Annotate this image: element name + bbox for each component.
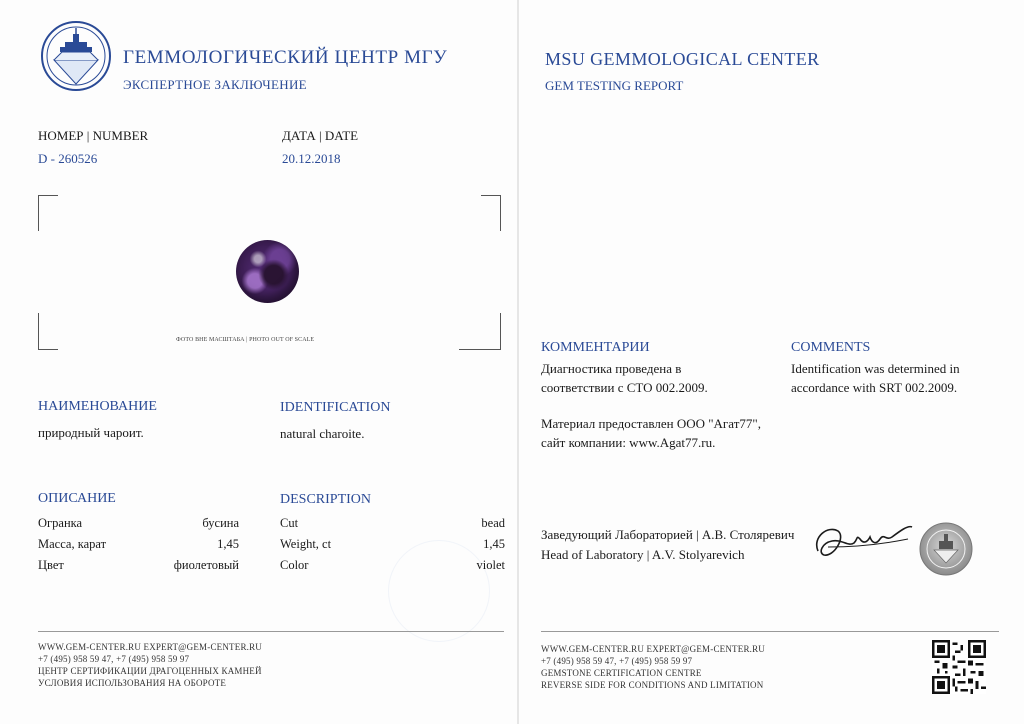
identification-en-value: natural charoite. <box>280 426 365 441</box>
date-label: ДАТА | DATE <box>282 128 359 143</box>
comments-ru-line: соответствии с СТО 002.2009. <box>541 380 708 395</box>
head-of-lab-ru: Заведующий Лабораторией | А.В. Столяревич <box>541 527 795 542</box>
comments-ru-line: Диагностика проведена в <box>541 361 682 376</box>
doc-type-ru: ЭКСПЕРТНОЕ ЗАКЛЮЧЕНИЕ <box>123 77 307 92</box>
description-ru-label: ОПИСАНИЕ <box>38 491 116 506</box>
head-of-lab-en: Head of Laboratory | A.V. Stolyarevich <box>541 547 745 562</box>
footer-line: +7 (495) 958 59 47, +7 (495) 958 59 97 <box>38 654 190 664</box>
footer-divider-left <box>38 631 504 632</box>
comments-ru-label: КОММЕНТАРИИ <box>541 340 650 355</box>
footer-line: ЦЕНТР СЕРТИФИКАЦИИ ДРАГОЦЕННЫХ КАМНЕЙ <box>38 666 262 676</box>
qr-code-icon <box>932 640 986 694</box>
material-ru-line: сайт компании: www.Agat77.ru. <box>541 435 716 450</box>
desc-ru-row-value: бусина <box>202 516 239 530</box>
desc-en-row-value: bead <box>481 516 505 530</box>
desc-en-row-value: violet <box>476 558 505 572</box>
footer-line: WWW.GEM-CENTER.RU EXPERT@GEM-CENTER.RU <box>541 644 765 654</box>
desc-en-row-label: Color <box>280 558 309 572</box>
identification-en-label: IDENTIFICATION <box>280 400 391 415</box>
desc-ru-row-label: Огранка <box>38 516 83 530</box>
org-title-en: MSU GEMMOLOGICAL CENTER <box>545 49 820 69</box>
comments-en-label: COMMENTS <box>791 340 871 355</box>
footer-line: УСЛОВИЯ ИСПОЛЬЗОВАНИЯ НА ОБОРОТЕ <box>38 678 227 688</box>
comments-en-line: Identification was determined in <box>791 361 960 376</box>
footer-line: GEMSTONE CERTIFICATION CENTRE <box>541 668 702 678</box>
comments-en-line: accordance with SRT 002.2009. <box>791 380 958 395</box>
watermark-emblem <box>388 540 490 642</box>
identification-ru-value: природный чароит. <box>38 425 144 440</box>
footer-right <box>541 643 765 691</box>
desc-ru-row-label: Цвет <box>38 558 64 572</box>
material-ru-line: Материал предоставлен ООО "Агат77", <box>541 416 761 431</box>
number-label: НОМЕР | NUMBER <box>38 128 149 143</box>
footer-left <box>38 641 262 689</box>
desc-ru-row-value: 1,45 <box>217 537 239 551</box>
desc-en-row-value: 1,45 <box>483 537 505 551</box>
seal-icon <box>919 522 973 576</box>
doc-type-en: GEM TESTING REPORT <box>545 78 684 93</box>
gem-photo <box>236 240 299 303</box>
footer-line: WWW.GEM-CENTER.RU EXPERT@GEM-CENTER.RU <box>38 642 262 652</box>
desc-en-row-label: Weight, ct <box>280 537 332 551</box>
identification-ru-label: НАИМЕНОВАНИЕ <box>38 399 157 414</box>
msu-logo-icon <box>40 20 112 92</box>
footer-divider-right <box>541 631 999 632</box>
description-en-label: DESCRIPTION <box>280 492 372 507</box>
photo-caption: ФОТО ВНЕ МАСШТАБА | PHOTO OUT OF SCALE <box>176 337 315 343</box>
signature-icon <box>808 517 916 565</box>
desc-ru-row-label: Масса, карат <box>38 537 107 551</box>
date-value: 20.12.2018 <box>282 151 341 166</box>
page-fold <box>517 0 519 724</box>
number-value: D - 260526 <box>38 151 98 166</box>
footer-line: +7 (495) 958 59 47, +7 (495) 958 59 97 <box>541 656 693 666</box>
desc-en-row-label: Cut <box>280 516 299 530</box>
org-title-ru: ГЕММОЛОГИЧЕСКИЙ ЦЕНТР МГУ <box>123 47 448 68</box>
footer-line: REVERSE SIDE FOR CONDITIONS AND LIMITATION <box>541 680 764 690</box>
desc-ru-row-value: фиолетовый <box>173 558 239 572</box>
